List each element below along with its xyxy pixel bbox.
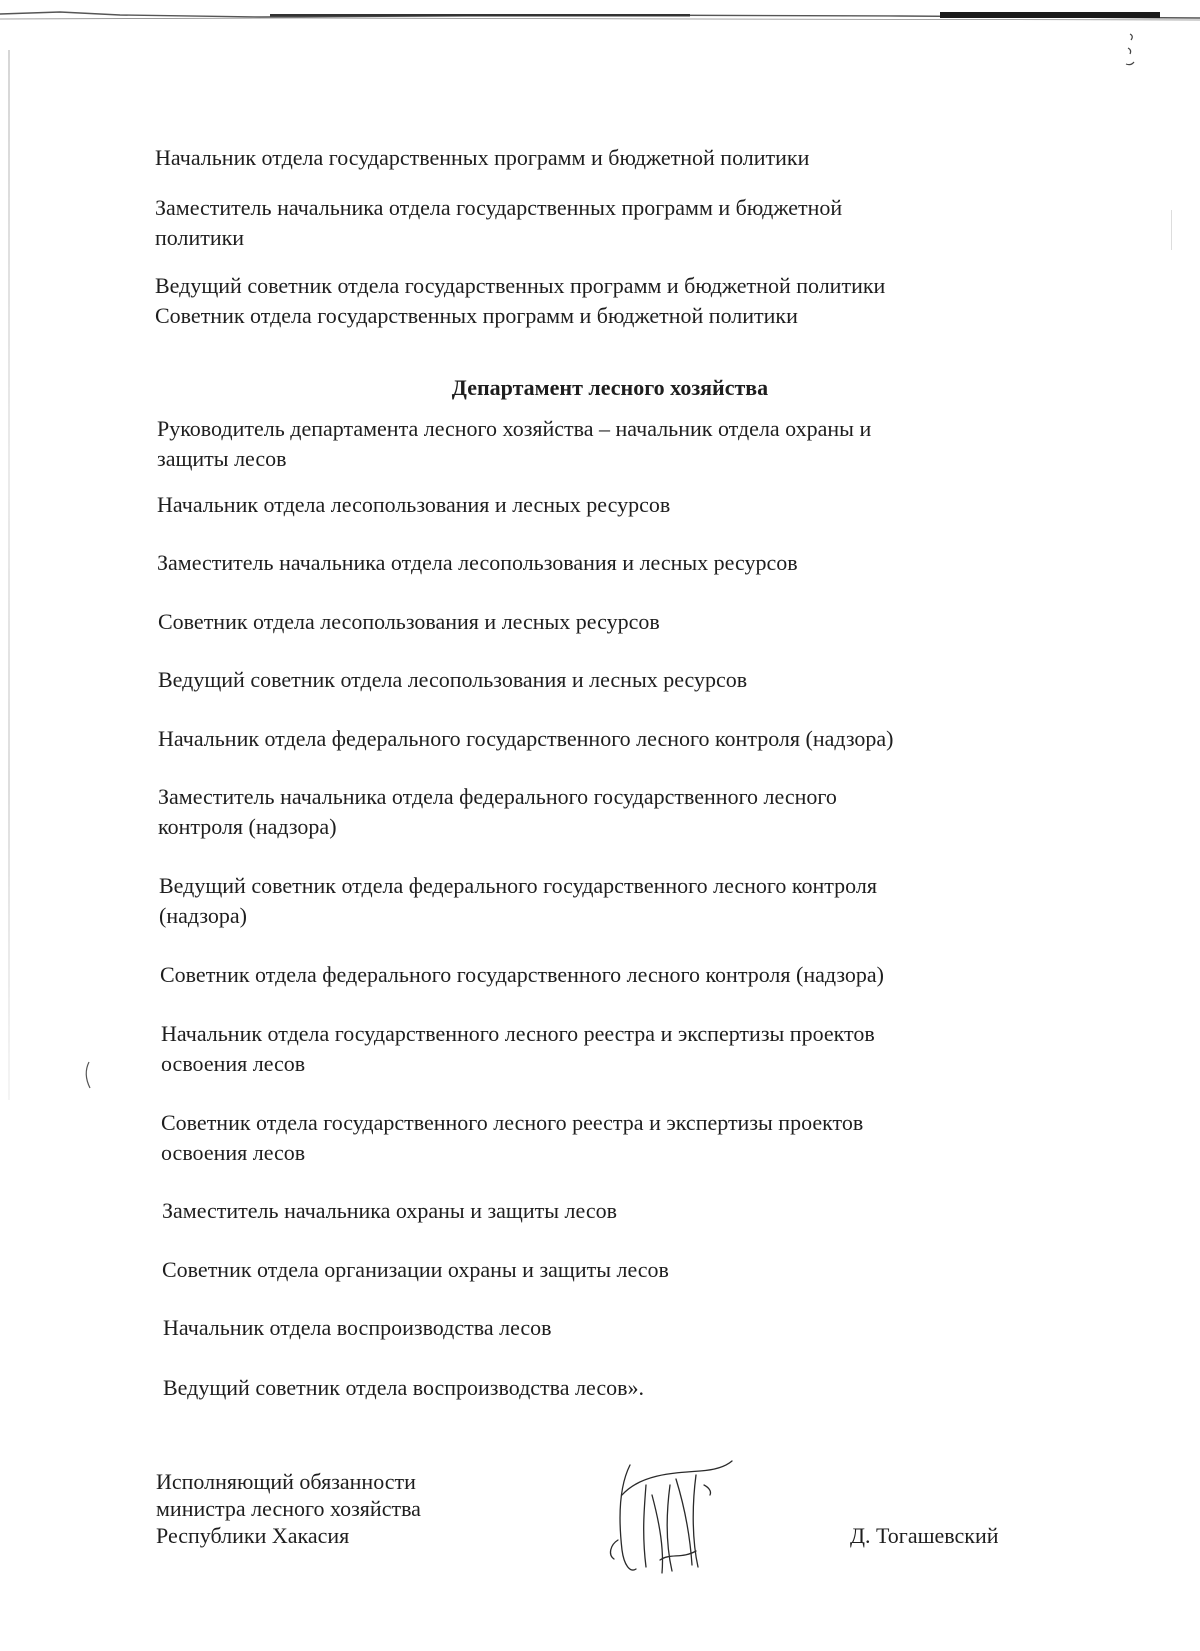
entry-line: освоения лесов — [161, 1140, 306, 1165]
position-entry — [155, 271, 885, 331]
position-entry — [158, 724, 894, 754]
position-entry — [162, 1196, 617, 1226]
position-entry — [161, 1019, 875, 1079]
entry-line: контроля (надзора) — [158, 814, 337, 839]
position-entry — [160, 960, 884, 990]
scan-edge-artifact-right — [1171, 210, 1172, 250]
position-entry — [158, 665, 747, 695]
position-entry — [163, 1373, 644, 1403]
entry-line: Советник отдела лесопользования и лесных ресурсов — [158, 609, 660, 634]
position-entry — [158, 607, 660, 637]
pen-mark — [1122, 30, 1142, 70]
position-entry — [161, 1108, 863, 1168]
entry-line: Советник отдела государственных программ и бюджетной политики — [155, 303, 798, 328]
position-entry — [155, 193, 842, 253]
position-entry — [157, 490, 670, 520]
position-entry — [159, 871, 877, 931]
entry-line: Ведущий советник отдела федерального государственного лесного контроля — [159, 873, 877, 898]
scan-edge-artifact — [0, 8, 1200, 22]
scan-edge-artifact-left — [8, 50, 10, 1100]
entry-line: Руководитель департамента лесного хозяйства – начальник отдела охраны и — [157, 416, 872, 441]
entry-line: Заместитель начальника отдела лесопользования и лесных ресурсов — [157, 550, 798, 575]
entry-line: защиты лесов — [157, 446, 287, 471]
entry-line: Начальник отдела государственного лесного реестра и экспертизы проектов — [161, 1021, 875, 1046]
entry-line: (надзора) — [159, 903, 247, 928]
entry-line: Ведущий советник отдела воспроизводства лесов». — [163, 1375, 644, 1400]
entry-line: освоения лесов — [161, 1051, 306, 1076]
signatory-line: Республики Хакасия — [156, 1523, 350, 1548]
entry-line: Советник отдела федерального государственного лесного контроля (надзора) — [160, 962, 885, 987]
entry-line: Начальник отдела федерального государственного лесного контроля (надзора) — [158, 726, 894, 751]
signatory-line: министра лесного хозяйства — [156, 1496, 421, 1521]
signatory-name: Д. Тогашевский — [850, 1523, 999, 1548]
entry-line: политики — [155, 225, 245, 250]
position-entry — [157, 548, 798, 578]
handwritten-signature — [600, 1455, 740, 1580]
entry-line: Заместитель начальника отдела государственных программ и бюджетной — [155, 195, 843, 220]
signatory-position — [156, 1468, 421, 1549]
margin-mark — [80, 1060, 92, 1090]
signatory-line: Исполняющий обязанности — [156, 1469, 416, 1494]
entry-line: Начальник отдела государственных программ и бюджетной политики — [155, 145, 810, 170]
position-entry — [158, 782, 837, 842]
entry-line: Ведущий советник отдела государственных программ и бюджетной политики — [155, 273, 886, 298]
position-entry — [157, 414, 871, 474]
entry-line: Советник отдела организации охраны и защиты лесов — [162, 1257, 669, 1282]
entry-line: Ведущий советник отдела лесопользования и лесных ресурсов — [158, 667, 748, 692]
position-entry — [155, 143, 809, 173]
entry-line: Начальник отдела лесопользования и лесных ресурсов — [157, 492, 671, 517]
entry-line: Начальник отдела воспроизводства лесов — [163, 1315, 552, 1340]
entry-line: Заместитель начальника охраны и защиты лесов — [162, 1198, 617, 1223]
position-entry — [163, 1313, 552, 1343]
department-title: Департамент лесного хозяйства — [451, 375, 769, 400]
position-entry — [162, 1255, 669, 1285]
entry-line: Заместитель начальника отдела федерального государственного лесного — [158, 784, 837, 809]
entry-line: Советник отдела государственного лесного реестра и экспертизы проектов — [161, 1110, 864, 1135]
